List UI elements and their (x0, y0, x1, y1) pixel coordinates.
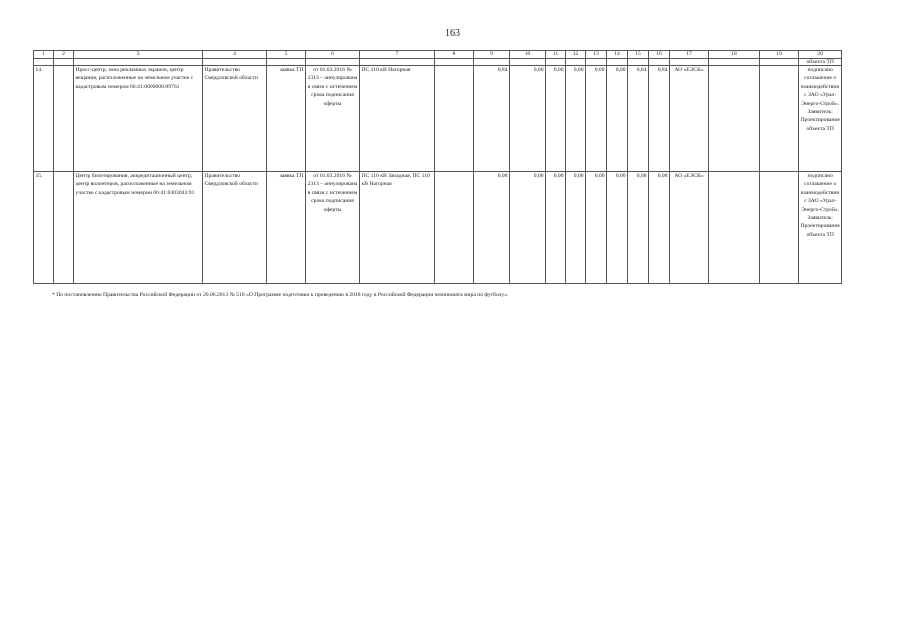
application-status: от 01.03.2016 № 2313 – аннулирована в связи с истечением срока подписания оферты (306, 66, 360, 172)
cell-col14: 0,00 (607, 66, 628, 172)
col-header: 7 (360, 51, 435, 59)
cell-col14: 0,00 (607, 172, 628, 284)
grid-organization: АО «ЕЭСК» (670, 172, 709, 284)
col-header: 14 (607, 51, 628, 59)
carryover-note: объекта ТП (799, 59, 842, 66)
col-header: 17 (670, 51, 709, 59)
col-header: 4 (203, 51, 267, 59)
col-header: 2 (54, 51, 74, 59)
cell-col12: 0,00 (566, 66, 586, 172)
cell-col15: 0,08 (628, 172, 649, 284)
col-header: 13 (586, 51, 607, 59)
col-header: 12 (566, 51, 586, 59)
carryover-row (34, 59, 842, 66)
cell-col2 (54, 66, 74, 172)
col-header: 5 (267, 51, 306, 59)
col-header: 16 (649, 51, 670, 59)
col-header: 9 (474, 51, 510, 59)
row-number: 14. (34, 66, 54, 172)
cell-col19 (760, 66, 799, 172)
cell-col10: 0,00 (510, 172, 546, 284)
col-header: 18 (709, 51, 760, 59)
cell-col16: 0,84 (649, 66, 670, 172)
col-header: 1 (34, 51, 54, 59)
cell-col18 (709, 172, 760, 284)
application-stage: заявка ТП (267, 66, 306, 172)
status-note: подписано соглашение о взаимодействии с ЗАО «Урал-Энерго-Строй». Заявитель: Проектирование объекта ТП (799, 66, 842, 172)
register-table (33, 50, 842, 284)
cell-col11: 0,00 (546, 66, 566, 172)
cell-col8 (435, 66, 474, 172)
col-header: 10 (510, 51, 546, 59)
col-header: 8 (435, 51, 474, 59)
status-note: подписано соглашение о взаимодействии с ЗАО «Урал-Энерго-Строй». Заявитель: Проектирование объекта ТП (799, 172, 842, 284)
col-header: 6 (306, 51, 360, 59)
column-numbers-row (34, 51, 842, 59)
cell-col10: 0,00 (510, 66, 546, 172)
cell-col16: 0,08 (649, 172, 670, 284)
substation: ПС 110 кВ Нагорная (360, 66, 435, 172)
applicant: Правительство Свердловской области (203, 172, 267, 284)
cell-col2 (54, 172, 74, 284)
table-row (34, 66, 842, 172)
col-header: 3 (74, 51, 203, 59)
col-header: 19 (760, 51, 799, 59)
col-header: 15 (628, 51, 649, 59)
application-stage: заявка ТП (267, 172, 306, 284)
cell-col9: 0,84 (474, 66, 510, 172)
cell-col12: 0,00 (566, 172, 586, 284)
page-number: 163 (445, 28, 460, 39)
application-status: от 01.03.2016 № 2313 – аннулирована в связи с истечением срока подписания оферты (306, 172, 360, 284)
cell-col13: 0,00 (586, 172, 607, 284)
applicant: Правительство Свердловской области (203, 66, 267, 172)
cell-col15: 0,84 (628, 66, 649, 172)
cell-col18 (709, 66, 760, 172)
grid-organization: АО «ЕЭСК» (670, 66, 709, 172)
row-number: 15. (34, 172, 54, 284)
substation: ПС 110 кВ Западная, ПС 110 кВ Нагорная (360, 172, 435, 284)
cell-col11: 0,00 (546, 172, 566, 284)
cell-col13: 0,00 (586, 66, 607, 172)
cell-col9: 0,08 (474, 172, 510, 284)
object-description: Центр билетирования, аккредитационный центр, центр волонтеров, расположенные на земельном участке с кадастровым номером 66:41:0303043:91 (74, 172, 203, 284)
col-header: 20 (799, 51, 842, 59)
col-header: 11 (546, 51, 566, 59)
footnote: * По постановлению Правительства Российской Федерации от 20.06.2013 № 518 «О Программе подготовки к проведению в 2018 году в Российской Федерации чемпионата мира по футболу». (52, 292, 509, 298)
object-description: Пресс-центр, зона рекламных экранов, центр вещания, расположенные на земельном участке с кадастровым номером 66:41:0000000:89761 (74, 66, 203, 172)
cell-col8 (435, 172, 474, 284)
table-row (34, 172, 842, 284)
cell-col19 (760, 172, 799, 284)
